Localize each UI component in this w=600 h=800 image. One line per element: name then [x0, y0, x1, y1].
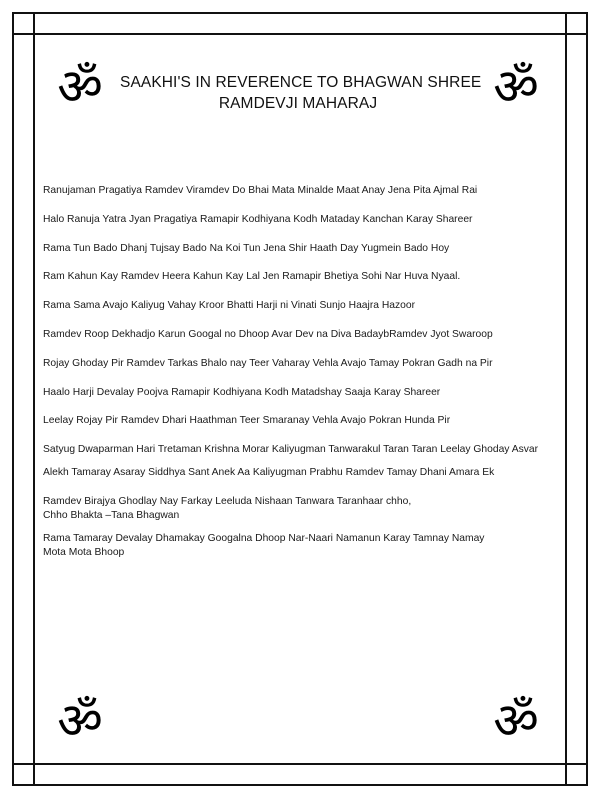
verse-line: Alekh Tamaray Asaray Siddhya Sant Anek Aa Kaliyugman Prabhu Ramdev Tamay Dhani Amara Ek	[43, 467, 495, 479]
verse-line: Satyug Dwaparman Hari Tretaman Krishna Morar Kaliyugman Tanwarakul Taran Taran Leelay Ghoday Asvar	[43, 444, 539, 456]
verse-line: Haalo Harji Devalay Poojva Ramapir Kodhiyana Kodh Matadshay Saaja Karay Shareer	[43, 386, 441, 398]
verse-line: Rama Sama Avajo Kaliyug Vahay Kroor Bhatti Harji ni Vinati Sunjo Haajra Hazoor	[43, 300, 416, 312]
border-inner-top-line	[12, 33, 588, 35]
om-icon: ॐ	[57, 58, 103, 116]
title-line-2: RAMDEVJI MAHARAJ	[218, 95, 378, 112]
border-inner-right-line	[565, 12, 567, 785]
verse-line: Leelay Rojay Pir Ramdev Dhari Haathman Teer Smaranay Vehla Avajo Pokran Hunda Pir	[43, 415, 451, 427]
verse-line: Rojay Ghoday Pir Ramdev Tarkas Bhalo nay Teer Vaharay Vehla Avajo Tamay Pokran Gadh na Pir	[43, 357, 493, 369]
verse-line: Ramdev Birajya Ghodlay Nay Farkay Leeluda Nishaan Tanwara Taranhaar chho, Chho Bhakta –Tana Bhagwan	[43, 495, 412, 521]
page-title	[120, 72, 482, 114]
verse-line: Rama Tamaray Devalay Dhamakay Googalna Dhoop Nar-Naari Namanun Karay Tamnay Namay Mota Mota Bhoop	[43, 532, 485, 558]
verse-list	[43, 184, 543, 575]
border-top-line	[12, 12, 588, 14]
verse-line: Halo Ranuja Yatra Jyan Pragatiya Ramapir Kodhiyana Kodh Mataday Kanchan Karay Shareer	[43, 213, 473, 225]
border-left-line	[12, 12, 14, 785]
om-icon: ॐ	[57, 692, 103, 750]
verse-line: Ramdev Roop Dekhadjo Karun Googal no Dhoop Avar Dev na Diva BadaybRamdev Jyot Swaroop	[43, 328, 493, 340]
verse-line: Ranujaman Pragatiya Ramdev Viramdev Do Bhai Mata Minalde Maat Anay Jena Pita Ajmal Rai	[43, 185, 478, 196]
om-icon: ॐ	[493, 58, 539, 116]
om-icon: ॐ	[493, 692, 539, 750]
verse-line: Ram Kahun Kay Ramdev Heera Kahun Kay Lal Jen Ramapir Bhetiya Sohi Nar Huva Nyaal.	[43, 271, 461, 283]
border-inner-bottom-line	[12, 763, 588, 765]
border-bottom-line	[12, 784, 588, 786]
title-line-1: SAAKHI'S IN REVERENCE TO BHAGWAN SHREE	[120, 74, 482, 91]
border-inner-left-line	[33, 12, 35, 785]
verse-line: Rama Tun Bado Dhanj Tujsay Bado Na Koi Tun Jena Shir Haath Day Yugmein Bado Hoy	[43, 242, 450, 254]
border-right-line	[586, 12, 588, 785]
